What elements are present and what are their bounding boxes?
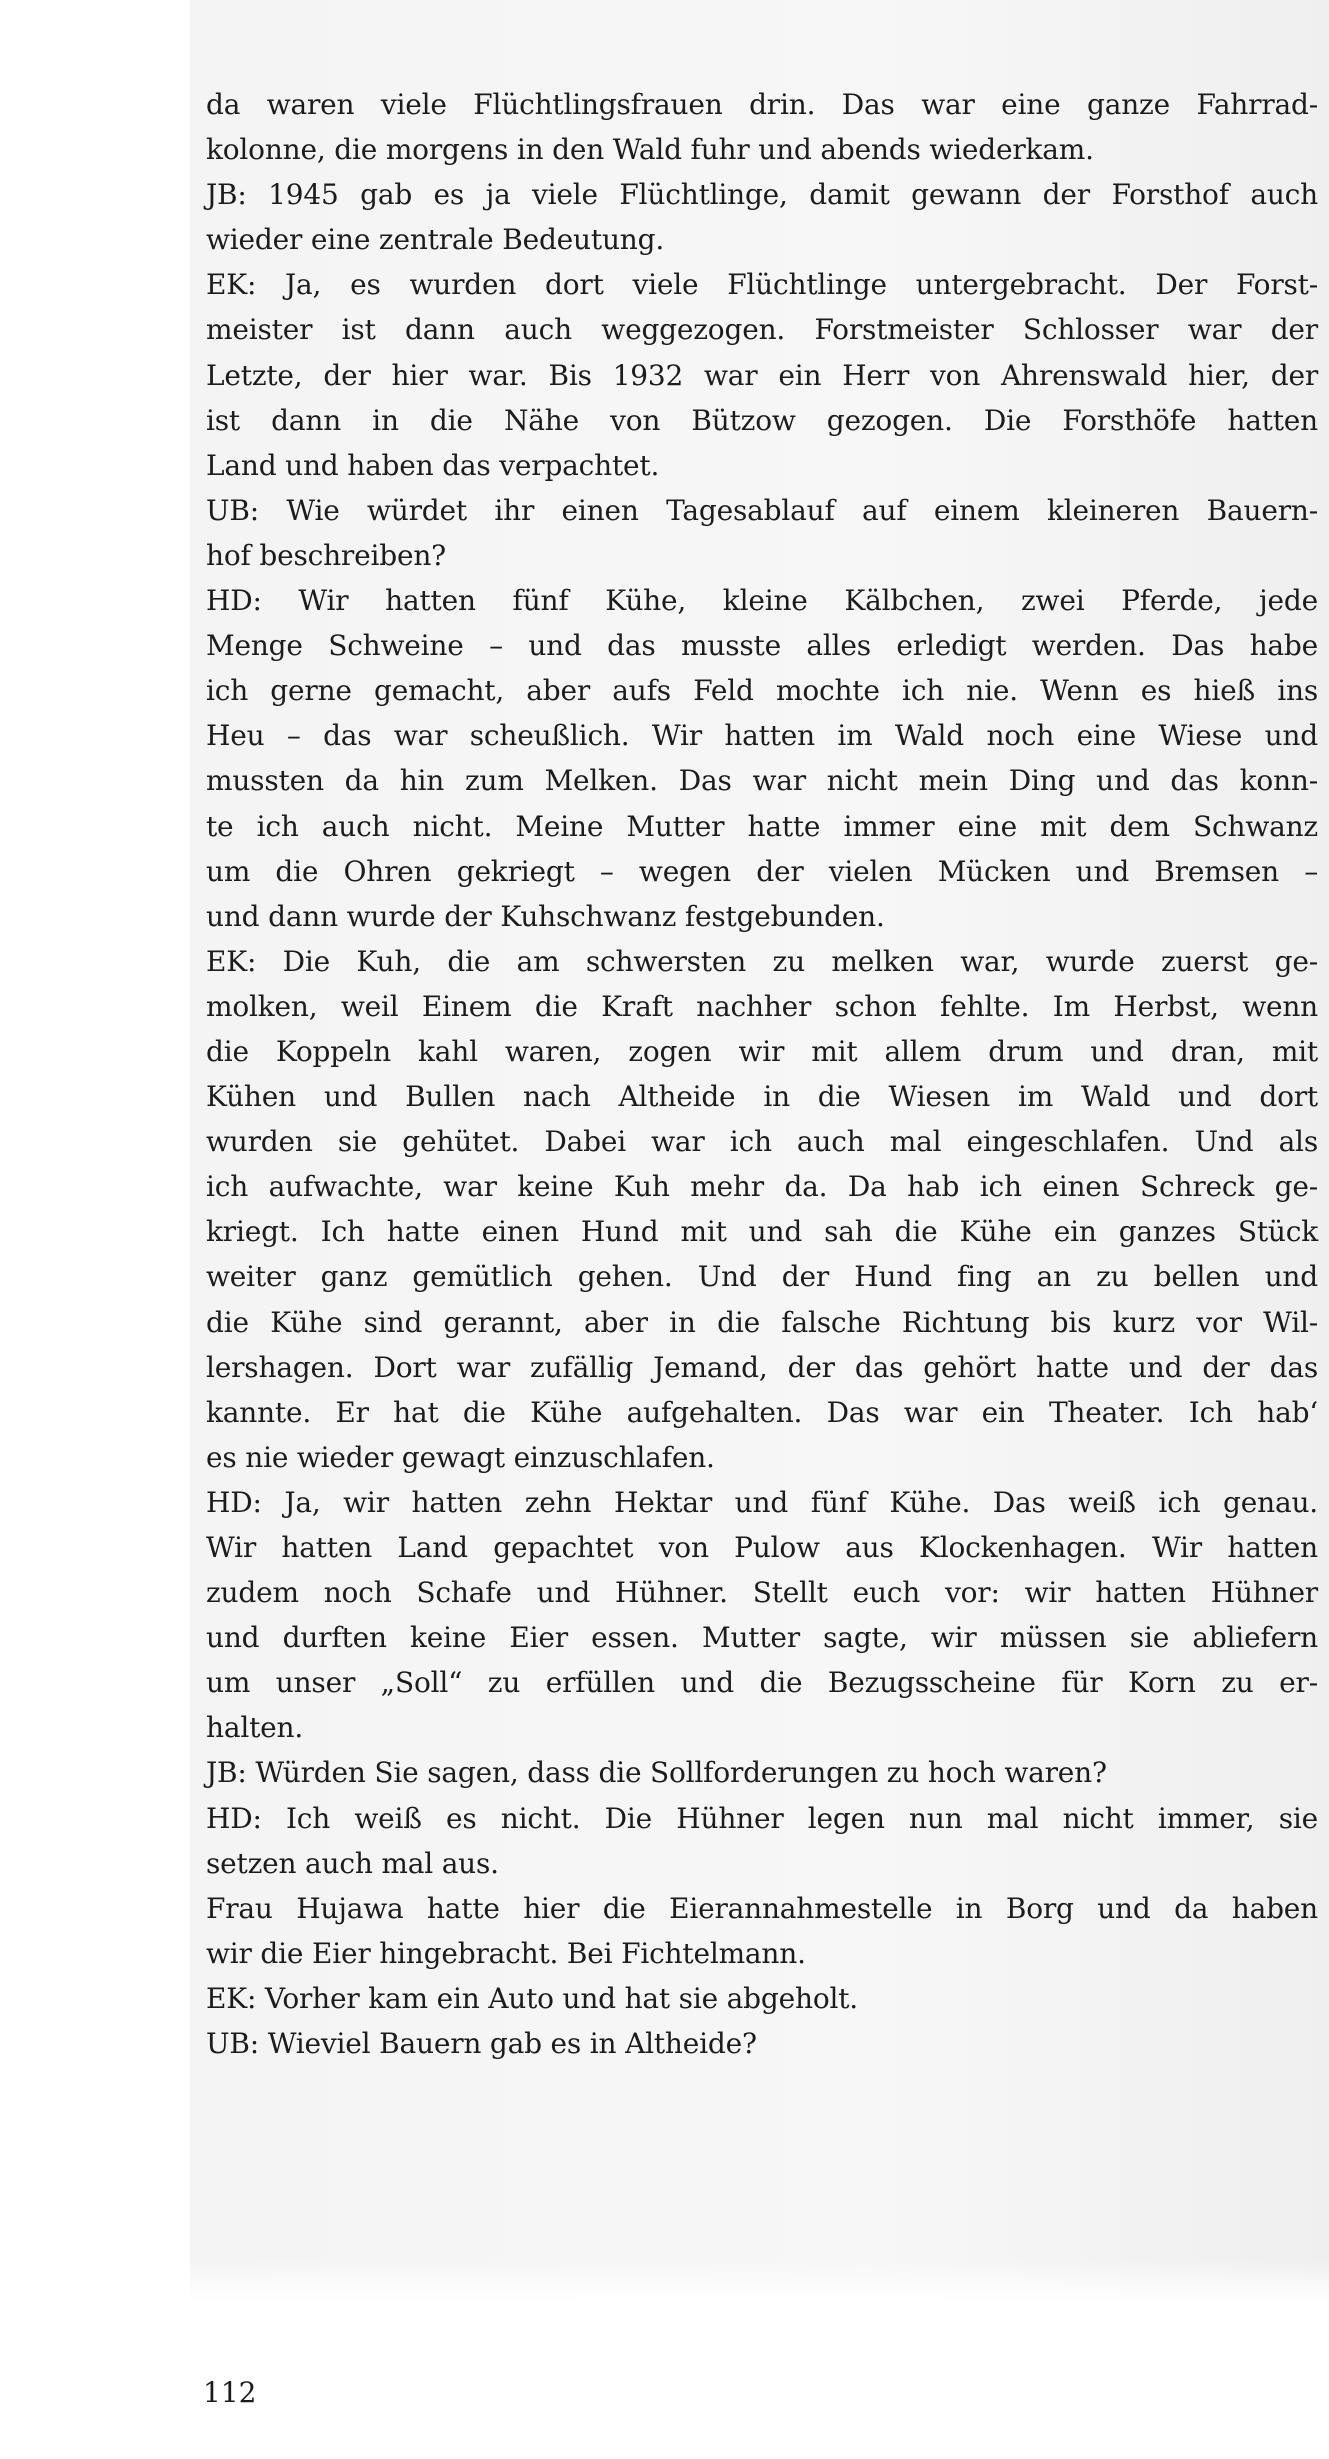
text-line: da waren viele Flüchtlingsfrauen drin. Das war eine ganze Fahrrad- — [206, 88, 1318, 121]
text-line: lershagen. Dort war zufällig Jemand, der das gehört hatte und der das — [206, 1350, 1318, 1384]
text-line: ist dann in die Nähe von Bützow gezogen. Die Forsthöfe hatten — [206, 403, 1318, 437]
text-line: es nie wieder gewagt einzuschlafen. — [206, 1440, 715, 1474]
text-line: die Koppeln kahl waren, zogen wir mit allem drum und dran, mit — [206, 1034, 1318, 1068]
text-line: kolonne, die morgens in den Wald fuhr und abends wiederkam. — [206, 133, 1094, 167]
text-line: setzen auch mal aus. — [206, 1846, 499, 1880]
text-line: JB: Würden Sie sagen, dass die Sollforderungen zu hoch waren? — [206, 1756, 1107, 1790]
text-line: Land und haben das verpachtet. — [206, 448, 660, 482]
text-line: ich gerne gemacht, aber aufs Feld mochte ich nie. Wenn es hieß ins — [206, 674, 1318, 708]
text-line: kannte. Er hat die Kühe aufgehalten. Das war ein Theater. Ich hab‘ — [206, 1395, 1318, 1429]
text-line: zudem noch Schafe und Hühner. Stellt euch vor: wir hatten Hühner — [206, 1576, 1318, 1610]
text-line: hof beschreiben? — [206, 538, 446, 572]
text-line: meister ist dann auch weggezogen. Forstmeister Schlosser war der — [206, 313, 1318, 347]
text-line: um unser „Soll“ zu erfüllen und die Bezugsscheine für Korn zu er- — [206, 1666, 1318, 1700]
page-number: 112 — [203, 2376, 257, 2409]
text-line: UB: Wieviel Bauern gab es in Altheide? — [206, 2027, 757, 2061]
text-line: Menge Schweine – und das musste alles erledigt werden. Das habe — [206, 629, 1318, 663]
text-line: HD: Wir hatten fünf Kühe, kleine Kälbchen, zwei Pferde, jede — [206, 584, 1318, 618]
text-line: und dann wurde der Kuhschwanz festgebunden. — [206, 899, 885, 933]
text-line: halten. — [206, 1711, 304, 1745]
text-line: EK: Vorher kam ein Auto und hat sie abgeholt. — [206, 1981, 858, 2015]
text-line: molken, weil Einem die Kraft nachher schon fehlte. Im Herbst, wenn — [206, 989, 1318, 1023]
text-line: HD: Ja, wir hatten zehn Hektar und fünf Kühe. Das weiß ich genau. — [206, 1485, 1318, 1519]
text-line: UB: Wie würdet ihr einen Tagesablauf auf einem kleineren Bauern- — [206, 493, 1318, 527]
text-line: wieder eine zentrale Bedeutung. — [206, 223, 665, 257]
text-line: weiter ganz gemütlich gehen. Und der Hund fing an zu bellen und — [206, 1260, 1318, 1294]
interview-text — [206, 82, 1318, 2066]
text-line: te ich auch nicht. Meine Mutter hatte immer eine mit dem Schwanz — [206, 809, 1318, 843]
text-line: Letzte, der hier war. Bis 1932 war ein Herr von Ahrenswald hier, der — [206, 358, 1318, 392]
text-line: ich aufwachte, war keine Kuh mehr da. Da hab ich einen Schreck ge- — [206, 1170, 1318, 1204]
text-line: Frau Hujawa hatte hier die Eierannahmestelle in Borg und da haben — [206, 1891, 1318, 1925]
text-line: JB: 1945 gab es ja viele Flüchtlinge, damit gewann der Forsthof auch — [206, 178, 1318, 212]
text-line: die Kühe sind gerannt, aber in die falsche Richtung bis kurz vor Wil- — [206, 1305, 1318, 1339]
text-line: Heu – das war scheußlich. Wir hatten im Wald noch eine Wiese und — [206, 719, 1318, 753]
text-line: EK: Ja, es wurden dort viele Flüchtlinge untergebracht. Der Forst- — [206, 268, 1318, 302]
text-line: wurden sie gehütet. Dabei war ich auch mal eingeschlafen. Und als — [206, 1125, 1318, 1159]
text-line: Wir hatten Land gepachtet von Pulow aus Klockenhagen. Wir hatten — [206, 1531, 1318, 1564]
text-line: HD: Ich weiß es nicht. Die Hühner legen nun mal nicht immer, sie — [206, 1801, 1318, 1835]
text-line: und durften keine Eier essen. Mutter sagte, wir müssen sie abliefern — [206, 1621, 1318, 1655]
text-line: EK: Die Kuh, die am schwersten zu melken war, wurde zuerst ge- — [206, 944, 1318, 978]
text-line: mussten da hin zum Melken. Das war nicht mein Ding und das konn- — [206, 764, 1318, 798]
text-line: wir die Eier hingebracht. Bei Fichtelmann. — [206, 1936, 806, 1970]
text-line: kriegt. Ich hatte einen Hund mit und sah die Kühe ein ganzes Stück — [206, 1215, 1318, 1249]
text-line: Kühen und Bullen nach Altheide in die Wiesen im Wald und dort — [206, 1080, 1318, 1114]
text-line: um die Ohren gekriegt – wegen der vielen Mücken und Bremsen – — [206, 854, 1318, 888]
